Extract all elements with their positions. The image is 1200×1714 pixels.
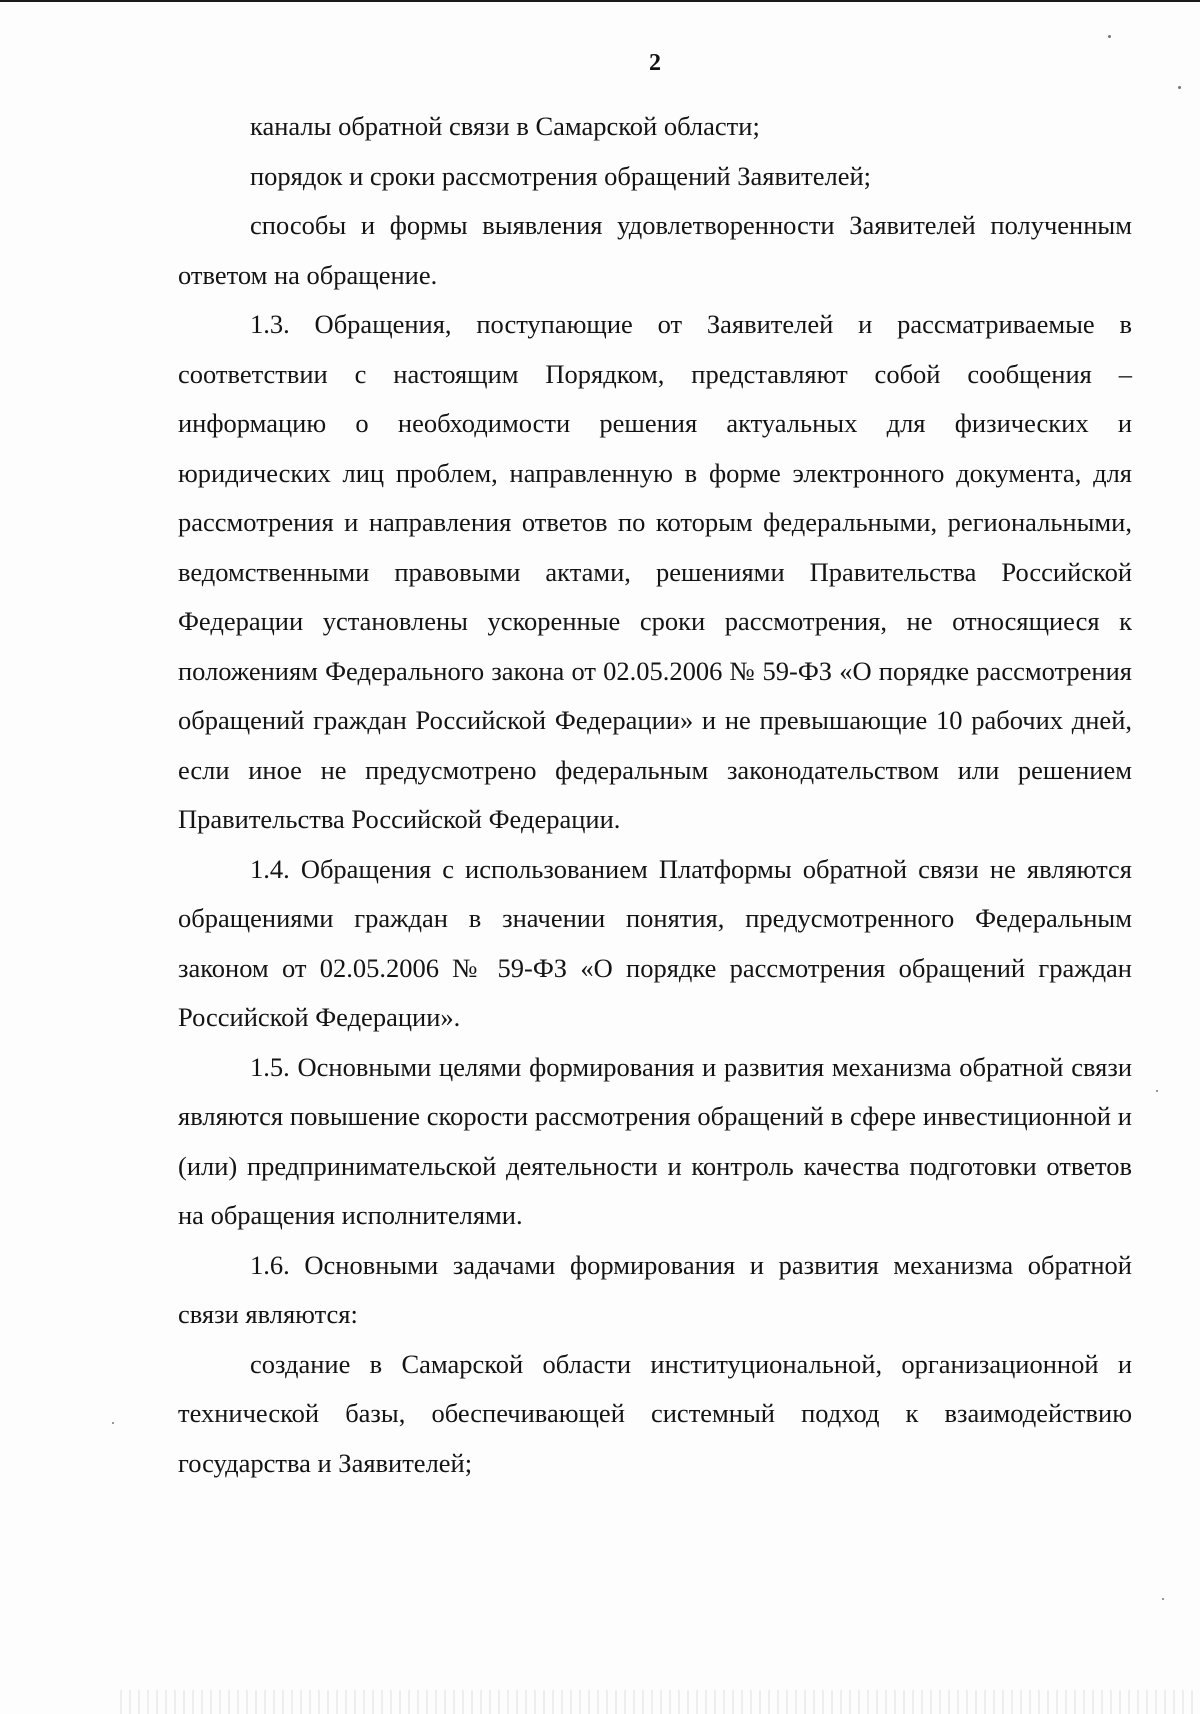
paragraph: создание в Самарской области институциональной, организационной и технической базы, обеспечивающей системный подход к взаимодействию государства и Заявителей;	[178, 1348, 1132, 1478]
scan-noise-strip	[120, 1690, 1200, 1714]
page-top-edge	[0, 0, 1200, 2]
paragraph-section-1-3: 1.3. Обращения, поступающие от Заявителей и рассматриваемые в соответствии с настоящим Порядком, представляют собой сообщения – информацию о необходимости решения актуальных для физических и юридических лиц проблем, направленную в форме электронного документа, для рассмотрения и направления ответов по которым федеральными, региональными, ведомственными правовыми актами, решениями Правительства Российской Федерации установлены ускоренные сроки рассмотрения, не относящиеся к положениям Федерального закона от 02.05.2006 № 59-ФЗ «О порядке рассмотрения обращений граждан Российской Федерации» и не превышающие 10 рабочих дней, если иное не предусмотрено федеральным законодательством или решением Правительства Российской Федерации.	[178, 309, 1132, 834]
document-body	[178, 102, 1132, 1488]
paragraph-section-1-6: 1.6. Основными задачами формирования и развития механизма обратной связи являются:	[178, 1249, 1132, 1329]
paragraph-section-1-4: 1.4. Обращения с использованием Платформы обратной связи не являются обращениями граждан в значении понятия, предусмотренного Федеральным законом от 02.05.2006 № 59-ФЗ «О порядке рассмотрения обращений граждан Российской Федерации».	[178, 853, 1132, 1032]
scan-speck	[112, 1422, 114, 1424]
scan-speck	[1162, 1598, 1164, 1600]
scan-speck	[1108, 35, 1111, 38]
page-number: 2	[649, 50, 661, 76]
paragraph: каналы обратной связи в Самарской области;	[250, 111, 760, 141]
paragraph: порядок и сроки рассмотрения обращений Заявителей;	[250, 160, 872, 191]
scan-speck	[1156, 1090, 1158, 1092]
scan-speck	[1178, 86, 1181, 89]
paragraph-section-1-5: 1.5. Основными целями формирования и развития механизма обратной связи являются повышение скорости рассмотрения обращений в сфере инвестиционной и (или) предпринимательской деятельности и контроль качества подготовки ответов на обращения исполнителями.	[178, 1051, 1132, 1230]
paragraph: способы и формы выявления удовлетворенности Заявителей полученным ответом на обращение.	[178, 210, 1132, 290]
